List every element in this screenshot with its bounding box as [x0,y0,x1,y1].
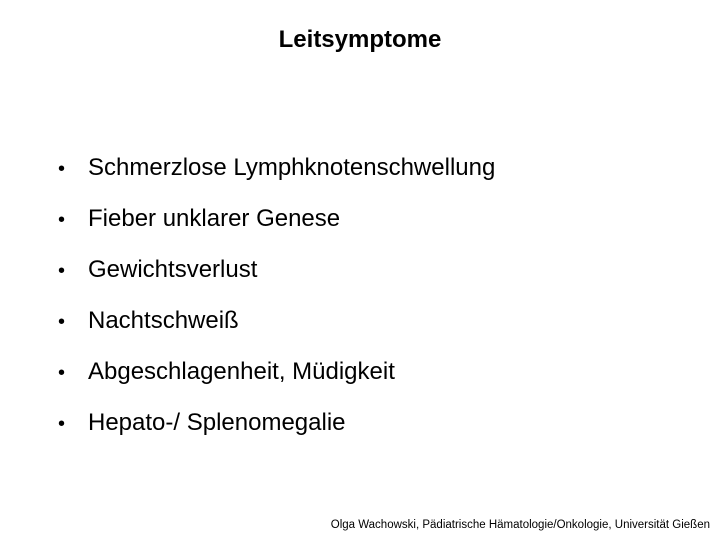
bullet-marker: • [58,209,66,231]
bullet-text: Abgeschlagenheit, Müdigkeit [88,358,395,385]
footer-credit: Olga Wachowski, Pädiatrische Hämatologie/Onkologie, Universität Gießen [330,519,710,531]
bullet-list [58,150,495,456]
bullet-marker: • [58,413,66,435]
bullet-item [58,354,495,405]
bullet-marker: • [58,158,66,180]
bullet-text: Hepato-/ Splenomegalie [88,409,346,436]
slide-title: Leitsymptome [278,26,442,53]
bullet-text: Schmerzlose Lymphknotenschwellung [88,154,496,181]
bullet-marker: • [58,260,66,282]
bullet-item [58,252,495,303]
bullet-item [58,303,495,354]
bullet-marker: • [58,362,66,384]
bullet-text: Fieber unklarer Genese [88,205,341,232]
bullet-text: Gewichtsverlust [88,256,258,283]
bullet-item [58,405,495,456]
bullet-marker: • [58,311,66,333]
bullet-item [58,201,495,252]
bullet-text: Nachtschweiß [88,307,239,334]
bullet-item [58,150,495,201]
